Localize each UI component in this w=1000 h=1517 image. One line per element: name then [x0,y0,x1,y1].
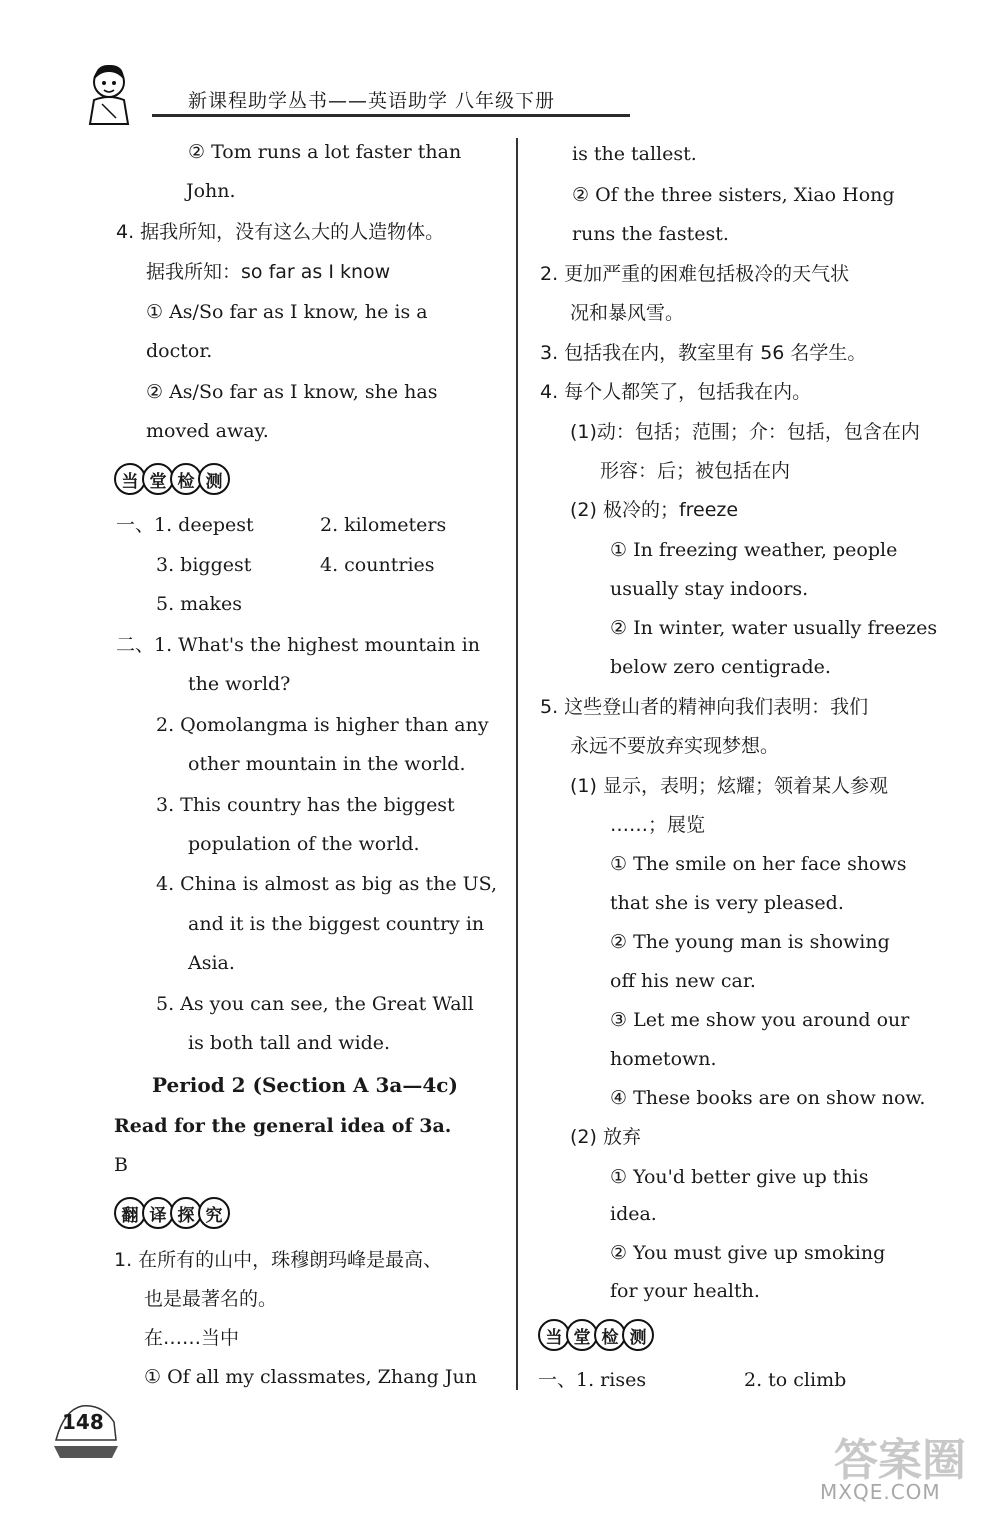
text-line: 二、1. What's the highest mountain in [116,634,481,656]
text-line: ① The smile on her face shows [610,853,907,875]
text-line: moved away. [146,420,269,442]
text-line: ① You'd better give up this [610,1166,869,1188]
text-line: and it is the biggest country in [188,913,485,935]
text-line: doctor. [146,340,213,362]
text-line: that she is very pleased. [610,892,844,914]
period-heading: Period 2 (Section A 3a—4c) [152,1073,458,1097]
text-line: 2. Qomolangma is higher than any [156,714,489,736]
answer-text: B [114,1154,128,1176]
text-line: 3. biggest [156,554,252,576]
text-line: John. [186,180,236,202]
watermark [820,1424,990,1512]
text-line: 形容：后；被包括在内 [600,460,791,482]
watermark-logo: 答案圈 [834,1435,966,1486]
badge-char: 翻 [114,1197,146,1229]
section-badge-translation-explore [114,1197,226,1229]
text-line: ① As/So far as I know, he is a [146,301,428,323]
page-header [60,60,580,130]
column-divider [516,138,518,1390]
text-line: population of the world. [188,833,420,855]
text-line: 也是最著名的。 [144,1288,278,1310]
text-line: ② You must give up smoking [610,1242,886,1264]
text-line: is the tallest. [572,143,697,165]
text-line: ① Of all my classmates, Zhang Jun [144,1366,477,1388]
section-badge-classroom-check [114,463,226,495]
text-line: (2) 极冷的；freeze [570,499,739,521]
text-line: 一、1. deepest [116,514,254,536]
text-line: usually stay indoors. [610,578,809,600]
text-line: ② The young man is showing [610,931,890,953]
text-line: 4. 据我所知，没有这么大的人造物体。 [116,221,445,243]
text-line: ② Tom runs a lot faster than [188,141,462,163]
badge-char: 堂 [566,1319,598,1351]
text-line: ② In winter, water usually freezes [610,617,938,639]
text-line: is both tall and wide. [188,1032,391,1054]
text-line: ② Of the three sisters, Xiao Hong [572,184,895,206]
text-line: 4. countries [320,554,435,576]
text-line: hometown. [610,1048,717,1070]
text-line: runs the fastest. [572,223,729,245]
badge-char: 检 [594,1319,626,1351]
text-line: 5. makes [156,593,243,615]
text-line: 4. 每个人都笑了，包括我在内。 [540,381,812,403]
text-line: ……；展览 [610,814,706,836]
page-number: 148 [62,1410,104,1434]
text-line: ③ Let me show you around our [610,1009,910,1031]
badge-char: 堂 [142,463,174,495]
badge-char: 当 [538,1319,570,1351]
watermark-site: MXQE.COM [820,1480,941,1504]
text-line: the world? [188,673,291,695]
text-line: 在……当中 [144,1327,240,1349]
text-line: (1) 显示，表明；炫耀；领着某人参观 [570,775,888,797]
text-line: (2) 放弃 [570,1126,641,1148]
badge-char: 译 [142,1197,174,1229]
text-line: below zero centigrade. [610,656,831,678]
badge-char: 测 [198,463,230,495]
text-line: other mountain in the world. [188,753,466,775]
text-line: 况和暴风雪。 [570,302,685,324]
header-title: 新课程助学丛书——英语助学 八年级下册 [188,90,556,112]
subheading: Read for the general idea of 3a. [114,1115,452,1137]
text-line: ② As/So far as I know, she has [146,381,438,403]
text-line: for your health. [610,1280,760,1302]
text-line: 一、1. rises [538,1369,647,1391]
text-line: 5. As you can see, the Great Wall [156,993,474,1015]
text-line: 3. This country has the biggest [156,794,455,816]
text-line: 永远不要放弃实现梦想。 [570,735,780,757]
text-line: 1. 在所有的山中，珠穆朗玛峰是最高、 [114,1249,443,1271]
girl-mascot-icon [80,60,138,126]
badge-char: 检 [170,463,202,495]
text-line: Asia. [188,952,235,974]
page-number-ornament [52,1400,122,1462]
badge-char: 探 [170,1197,202,1229]
badge-char: 当 [114,463,146,495]
text-line: (1)动：包括；范围；介：包括，包含在内 [570,421,920,443]
text-line: 4. China is almost as big as the US, [156,873,497,895]
text-line: 3. 包括我在内，教室里有 56 名学生。 [540,342,867,364]
text-line: 2. kilometers [320,514,447,536]
text-line: 2. to climb [744,1369,847,1391]
text-line: 据我所知：so far as I know [146,261,391,283]
text-line: off his new car. [610,970,756,992]
text-line: idea. [610,1203,657,1225]
badge-char: 究 [198,1197,230,1229]
header-rule [152,114,630,117]
text-line: ① In freezing weather, people [610,539,898,561]
badge-char: 测 [622,1319,654,1351]
text-line: 5. 这些登山者的精神向我们表明：我们 [540,696,869,718]
section-badge-classroom-check [538,1319,650,1351]
text-line: 2. 更加严重的困难包括极冷的天气状 [540,263,850,285]
text-line: ④ These books are on show now. [610,1087,926,1109]
